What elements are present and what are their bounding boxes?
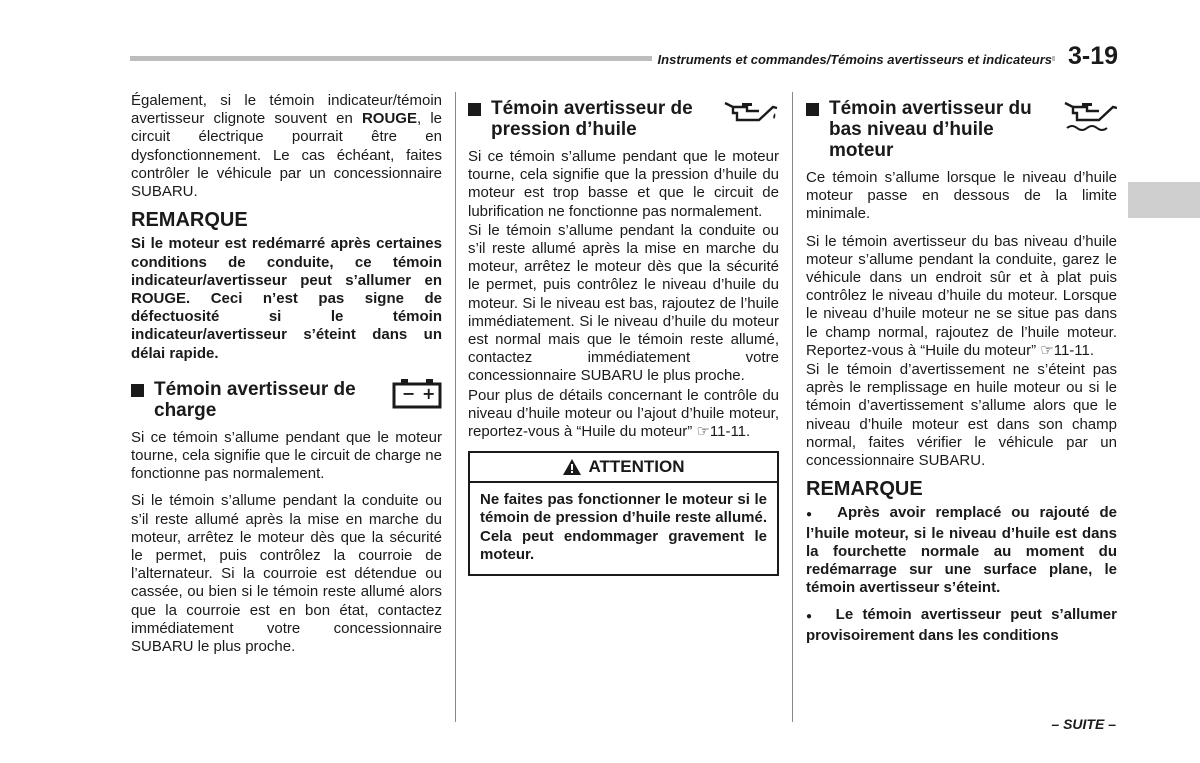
- oil-level-icon: [1063, 98, 1117, 139]
- page-number: 3-19: [1068, 42, 1119, 70]
- continued-marker: – SUITE –: [1051, 716, 1116, 732]
- remarque-heading: REMARQUE: [131, 209, 248, 232]
- low-oil-title: Témoin avertisseur du bas niveau d’huile moteur: [829, 98, 1032, 161]
- oil-pressure-title: Témoin avertisseur de pression d’huile: [491, 98, 693, 140]
- oil-pressure-section-heading: [468, 98, 779, 140]
- attention-box: [468, 451, 779, 576]
- battery-minus: −: [402, 383, 416, 403]
- battery-plus: +: [422, 383, 436, 403]
- section-square-icon: [131, 384, 144, 397]
- column-divider: [792, 92, 793, 722]
- remarque-bullet: ● Le témoin avertisseur peut s’allumer provisoirement dans les conditions: [806, 606, 1117, 644]
- chapter-tab: [1128, 182, 1200, 218]
- remarque-text: Si le moteur est redémarré après certaines conditions de conduite, ce témoin indicateur/avertisseur peut s’allumer en ROUGE. Ceci n’est pas signe de défectuosité si le témoin indicateur/avertisseur s’éteint dans un délai rapide.: [131, 235, 442, 362]
- charge-section-heading: [131, 379, 442, 421]
- left-column: [131, 92, 442, 665]
- oil-pressure-paragraph-2: Si le témoin s’allume pendant la conduite ou s’il reste allumé après la mise en marche du moteur, arrêtez le moteur dès que la sécurité le permet, puis contrôlez le niveau d’huile du moteur. Si le niveau est bas, rajoutez de l’huile immédiatement. Si le niveau d’huile du moteur est normal mais que le témoin reste allumé, contactez immédiatement votre concessionnaire SUBARU le plus proche.: [468, 221, 779, 385]
- charge-paragraph-2: Si le témoin s’allume pendant la conduite ou s’il reste allumé après la mise en marche du moteur, arrêtez le moteur dès que la sécurité le permet, puis contrôlez la courroie de l’alternateur. Si la courroie est détendue ou cassée, ou bien si le témoin reste allumé alors que la courroie est en bon état, contactez immédiatement votre concessionnaire SUBARU le plus proche.: [131, 492, 442, 656]
- warning-triangle-icon: [562, 458, 582, 476]
- middle-column: [468, 92, 779, 576]
- attention-label: ATTENTION: [588, 457, 685, 477]
- low-oil-section-heading: [806, 98, 1117, 161]
- oil-can-icon: [723, 98, 779, 129]
- attention-header: [470, 453, 777, 483]
- remarque-heading: REMARQUE: [806, 478, 923, 501]
- section-square-icon: [468, 103, 481, 116]
- attention-text: Ne faites pas fonctionner le moteur si le témoin de pression d’huile reste allumé. Cela peut endommager gravement le moteur.: [480, 491, 767, 563]
- low-oil-paragraph-3: Si le témoin d’avertissement ne s’éteint pas après le remplissage en huile moteur ou si le témoin d’avertissement s’allume alors que le niveau d’huile moteur est dans son champ normal, faites vérifier le véhicule par un concessionnaire SUBARU.: [806, 361, 1117, 470]
- column-divider: [455, 92, 456, 722]
- battery-icon: [392, 379, 442, 414]
- remarque-bullet: ● Après avoir remplacé ou rajouté de l’huile moteur, si le niveau d’huile est dans la fourchette normale au moment du redémarrage sur une surface plane, le témoin avertisseur s’éteint.: [806, 504, 1117, 597]
- oil-pressure-paragraph-1: Si ce témoin s’allume pendant que le moteur tourne, cela signifie que la pression d’huile du moteur est trop basse et que le circuit de lubrification ne fonctionne pas normalement.: [468, 148, 779, 220]
- oil-pressure-paragraph-3: Pour plus de détails concernant le contrôle du niveau d’huile moteur ou l’ajout d’huile moteur, reportez-vous à “Huile du moteur” ☞11-11.: [468, 386, 779, 441]
- charge-paragraph-1: Si ce témoin s’allume pendant que le moteur tourne, cela signifie que le circuit de charge ne fonctionne pas normalement.: [131, 428, 442, 483]
- reference-icon: ☞: [696, 423, 710, 441]
- intro-paragraph: Également, si le témoin indicateur/témoin avertisseur clignote souvent en ROUGE, le circuit électrique pourrait être en dysfonctionnement. Le cas échéant, faites contrôler le véhicule par un concessionnaire SUBARU.: [131, 92, 442, 201]
- page-reference: 11-11.: [709, 423, 751, 441]
- page-reference: 11-11.: [1053, 341, 1095, 359]
- charge-title: Témoin avertisseur de charge: [154, 378, 356, 421]
- low-oil-paragraph-1: Ce témoin s’allume lorsque le niveau d’huile moteur passe en dessous de la limite minimale.: [806, 169, 1117, 223]
- running-header: Instruments et commandes/Témoins avertisseurs et indicateurs: [652, 52, 1052, 67]
- reference-icon: ☞: [1040, 341, 1054, 359]
- section-square-icon: [806, 103, 819, 116]
- low-oil-paragraph-2: Si le témoin avertisseur du bas niveau d’huile moteur s’allume pendant la conduite, garez le véhicule dans un endroit sûr et à plat puis contrôlez le niveau d’huile du moteur. Lorsque le niveau d’huile moteur ne se situe pas dans le champ normal, rajoutez de l’huile moteur. Reportez-vous à “Huile du moteur” ☞11-11.: [806, 232, 1117, 359]
- bullet-icon: ●: [806, 611, 818, 623]
- right-column: [806, 92, 1117, 654]
- bullet-icon: ●: [806, 509, 818, 521]
